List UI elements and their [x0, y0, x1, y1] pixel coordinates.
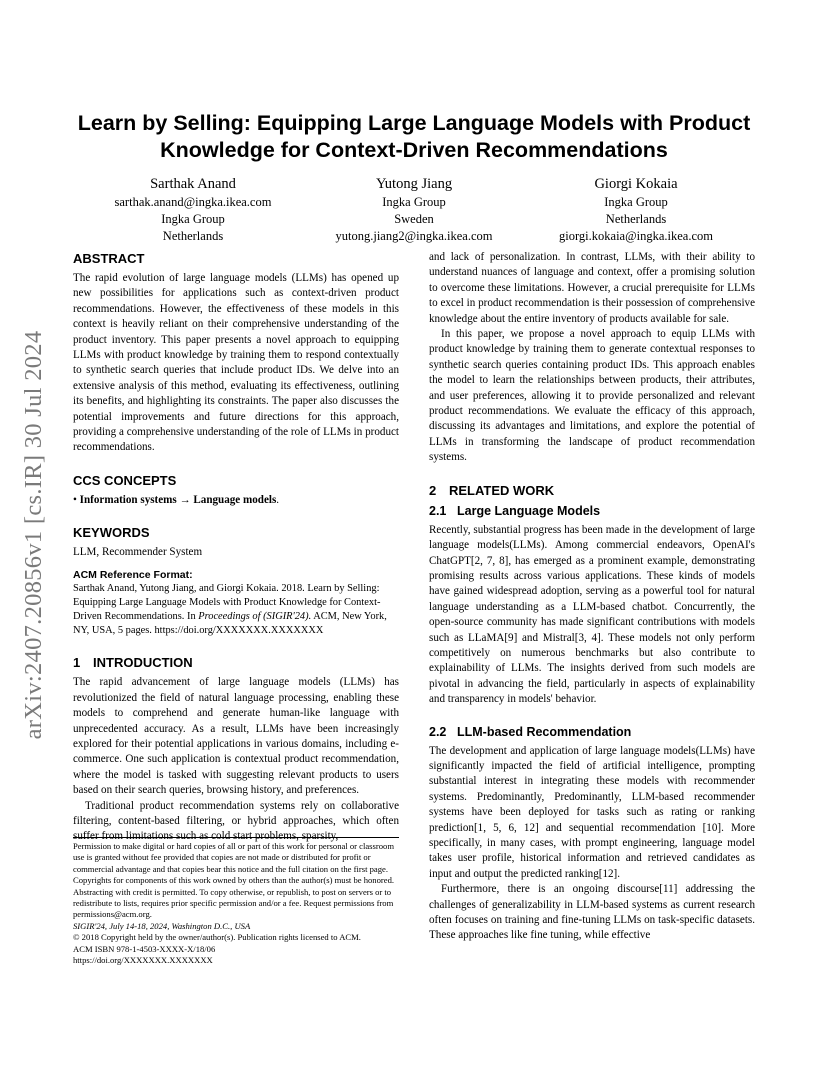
author-3	[516, 174, 756, 244]
isbn: ACM ISBN 978-1-4503-XXXX-X/18/06	[73, 943, 216, 954]
acm-ref-heading: ACM Reference Format:	[73, 569, 193, 582]
abstract-text: The rapid evolution of large language models (LLMs) has opened up new possibilities for applications such as context-driven product recommendations. However, the effectiveness of these models in this context is heavily reliant on their comprehensive understanding of the product inventory. This paper presents a novel approach to equipping LLMs with product knowledge by training them to respond contextually to synthetic search queries that include product IDs. We delve into an extensive analysis of this method, evaluating its effectiveness, outlining its benefits, and highlighting its constraints. The paper also discusses the potential improvements and future directions for this approach, providing a comprehensive understanding of the role of LLMs in product recommendations.	[73, 272, 399, 454]
related-work-heading	[429, 482, 755, 499]
subsection-title: Large Language Models	[457, 503, 601, 518]
acm-ref-part-2: ACM, New York, NY, USA, 5 pages. https://doi.org/XXXXXXX.XXXXXXX	[73, 611, 387, 637]
intro-heading	[73, 654, 399, 671]
permission-notice: Permission to make digital or hard copies of all or part of this work for personal or classroom use is granted without fee provided that copies are not made or distributed for profit or commercial advantage and that copies bear this notice and the full citation on the first page. Copyrights for components of this work owned by others than the author(s) must be honored. Abstracting with credit is permitted. To copy otherwise, or republish, to post on servers or to redistribute to lists, requires prior specific permission and/or a fee. Request permissions from permissions@acm.org.	[73, 841, 395, 920]
author-email: sarthak.anand@ingka.ikea.com	[114, 195, 272, 209]
title-line-1: Learn by Selling: Equipping Large Language Models with Product	[77, 111, 751, 135]
author-affiliation: Ingka Group	[382, 195, 446, 209]
author-name: Sarthak Anand	[150, 176, 236, 192]
left-column	[73, 250, 399, 845]
section-number: 1	[73, 655, 81, 671]
ccs-concepts	[73, 493, 399, 508]
author-affiliation: Ingka Group	[604, 195, 668, 209]
llm-paragraph: Recently, substantial progress has been made in the development of large language models(LLMs). Among commercial endeavors, OpenAI's ChatGPT[2, 7, 8], has emerged as a prominent example, demonstrating promising results across various applications. These kinds of models have gained widespread adoption, serving as a powerful tool for natural language understanding as a LLM-based chatbot. Concurrently, the open-source community has made significant contributions with models such as LLaMA[9] and Mistral[3, 4]. These models not only perform competitively on numerous benchmarks but also contribute to explainability of LLMs. The insights derived from such models are pivotal in advancing the field, particularly in aspects of explainability and transparency in models' behavior.	[429, 523, 755, 706]
author-name: Giorgi Kokaia	[594, 176, 678, 192]
doi: https://doi.org/XXXXXXX.XXXXXXX	[73, 955, 213, 966]
keywords-text: LLM, Recommender System	[73, 545, 203, 558]
ccs-concept: Information systems → Language models	[79, 493, 277, 506]
author-email: yutong.jiang2@ingka.ikea.com	[335, 228, 493, 243]
author-1	[73, 174, 313, 244]
arxiv-sidebar	[14, 300, 54, 770]
acm-ref-proceedings: Proceedings of (SIGIR'24).	[198, 611, 312, 623]
intro-paragraph-2: Traditional product recommendation systems rely on collaborative filtering, content-based filtering, or hybrid approaches, which often suffer from limitations such as cold start problems, sparsity,	[73, 799, 399, 843]
venue: SIGIR'24, July 14-18, 2024, Washington D.C., USA	[73, 920, 251, 931]
ccs-heading: CCS CONCEPTS	[73, 472, 177, 488]
llm-rec-paragraph-1: The development and application of large language models(LLMs) have significantly impacted the field of artificial intelligence, prompting substantial interest in integrating these models with recommender systems. Predominantly, Predominantly, LLM-based recommender systems have been deployed for tasks such as rating or ranking prediction[1, 5, 6, 12] and sequential recommendation [10]. More specifically, in many cases, with prompt engineering, language model takes user profile, historical information and retrieved candidates as input and output the predicted ranking[12].	[429, 744, 755, 880]
section-title: INTRODUCTION	[93, 655, 193, 671]
section-number: 2	[429, 482, 437, 498]
ccs-bullet: •	[73, 493, 80, 506]
paper-title	[60, 110, 768, 164]
author-country: Netherlands	[605, 211, 667, 226]
author-country: Netherlands	[162, 228, 224, 243]
author-country: Sweden	[394, 211, 434, 226]
copyright-footnote	[73, 837, 399, 966]
author-email: giorgi.kokaia@ingka.ikea.com	[559, 228, 713, 243]
author-affiliation: Ingka Group	[161, 211, 225, 226]
title-line-2: Knowledge for Context-Driven Recommendations	[160, 138, 668, 162]
acm-ref-text	[73, 582, 399, 638]
author-name: Yutong Jiang	[375, 176, 453, 192]
subsection-number: 2.2	[429, 724, 447, 739]
intro-paragraph-3: and lack of personalization. In contrast, LLMs, with their ability to understand nuances of language and context, offer a promising solution to overcome these limitations. However, a crucial prerequisite for LLMs to excel in product recommendation is their possession of comprehensive knowledge about the entire inventory of products available for sale.	[429, 251, 755, 325]
ccs-period: .	[276, 493, 280, 506]
arxiv-id: arXiv:2407.20856v1 [cs.IR] 30 Jul 2024	[20, 330, 47, 740]
right-column	[429, 250, 755, 944]
subsection-number: 2.1	[429, 503, 447, 518]
keywords-heading: KEYWORDS	[73, 524, 150, 540]
acm-ref-part-1: Sarthak Anand, Yutong Jiang, and Giorgi Kokaia. 2018. Learn by Selling: Equipping Large Language Models with Product Knowledge for Context-Driven Recommendations. In	[73, 583, 381, 623]
intro-paragraph-4: In this paper, we propose a novel approach to equip LLMs with product knowledge by training them to generate contextual responses to synthetic search queries containing product IDs. This approach enables the model to learn the relationships between products, their attributes, and user preferences, allowing it to provide personalized and relevant product recommendations. We evaluate the efficacy of this approach, discussing its advantages and limitations, and explore the potential of LLMs in transforming the landscape of product recommendation systems.	[429, 328, 755, 464]
author-2	[294, 174, 534, 244]
copyright-line: © 2018 Copyright held by the owner/author(s). Publication rights licensed to ACM.	[73, 932, 361, 943]
subsection-title: LLM-based Recommendation	[457, 724, 632, 739]
llm-subheading	[429, 503, 755, 520]
intro-paragraph-1: The rapid advancement of large language models (LLMs) has revolutionized the field of natural language processing, enabling these models to comprehend and generate human-like language with unprecedented accuracy. As a result, LLMs have been increasingly explored for their potential applications in various domains, including e-commerce. One such application is contextual product recommendation, where the model is tasked with suggesting relevant products to users based on their search queries, browsing history, and preferences.	[73, 676, 399, 797]
abstract-heading: ABSTRACT	[73, 251, 145, 266]
llm-rec-subheading	[429, 724, 755, 741]
section-title: RELATED WORK	[449, 482, 555, 498]
llm-rec-paragraph-2: Furthermore, there is an ongoing discourse[11] addressing the challenges of generalizability in LLM-based systems as current research often focuses on training and fine-tuning LLMs on task-specific datasets. These approaches like fine tuning, while effective	[429, 883, 755, 942]
